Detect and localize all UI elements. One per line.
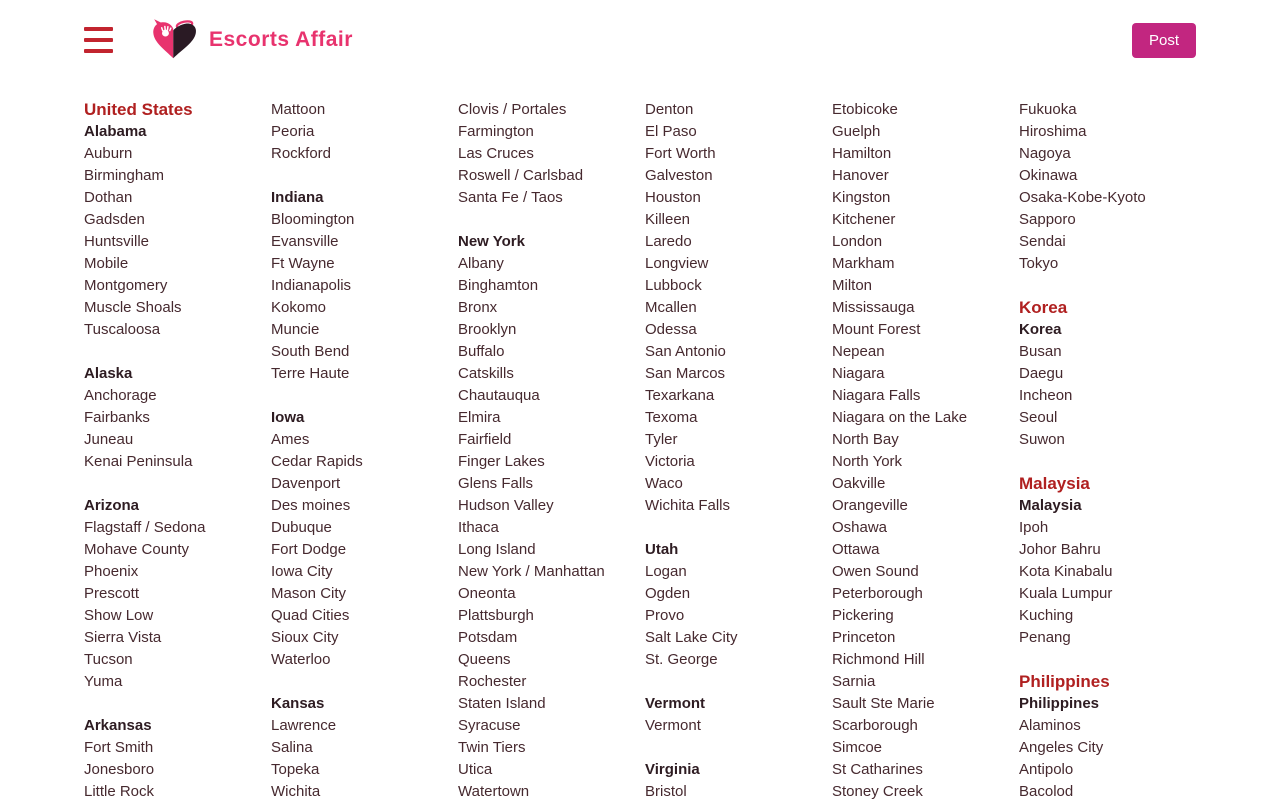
city-link[interactable]: Long Island <box>458 541 536 558</box>
city-link[interactable]: Penang <box>1019 629 1071 646</box>
city-link[interactable]: Daegu <box>1019 365 1064 382</box>
city-link[interactable]: Ithaca <box>458 519 499 536</box>
city-link[interactable]: Syracuse <box>458 717 521 734</box>
city-link[interactable]: Topeka <box>271 761 320 778</box>
city-link[interactable]: Potsdam <box>458 629 518 646</box>
location-block <box>84 715 271 803</box>
city-link[interactable]: Peoria <box>271 123 315 140</box>
city-link[interactable]: Simcoe <box>832 739 883 756</box>
city-link[interactable]: Ipoh <box>1019 519 1049 536</box>
city-link[interactable]: Fort Dodge <box>271 541 347 558</box>
city-link[interactable]: Hudson Valley <box>458 497 554 514</box>
city-link[interactable]: Tucson <box>84 651 133 668</box>
city-link[interactable]: Muscle Shoals <box>84 299 182 316</box>
city-link[interactable]: Sapporo <box>1019 211 1076 228</box>
city-link[interactable]: Richmond Hill <box>832 651 925 668</box>
state-header-link[interactable]: Malaysia <box>1019 497 1082 514</box>
country-header-link[interactable]: Philippines <box>1019 672 1110 691</box>
city-link[interactable]: Cedar Rapids <box>271 453 363 470</box>
directory-column <box>1019 99 1206 803</box>
city-link[interactable]: Oshawa <box>832 519 888 536</box>
city-link[interactable]: Bloomington <box>271 211 355 228</box>
city-link[interactable]: Lawrence <box>271 717 337 734</box>
location-block <box>271 99 458 165</box>
location-block <box>84 495 271 693</box>
city-link[interactable]: Okinawa <box>1019 167 1078 184</box>
city-link[interactable]: Dothan <box>84 189 133 206</box>
directory <box>0 66 1280 803</box>
brand-logo[interactable] <box>149 18 353 62</box>
city-link[interactable]: Houston <box>645 189 701 206</box>
city-link[interactable]: Muncie <box>271 321 320 338</box>
city-link[interactable]: Princeton <box>832 629 896 646</box>
directory-column <box>645 99 832 803</box>
city-link[interactable]: Denton <box>645 101 694 118</box>
city-link[interactable]: Kota Kinabalu <box>1019 563 1113 580</box>
state-header-link[interactable]: Philippines <box>1019 695 1100 712</box>
state-header-link[interactable]: Utah <box>645 541 679 558</box>
location-block <box>1019 473 1206 649</box>
city-link[interactable]: Bacolod <box>1019 783 1074 800</box>
city-link[interactable]: Rockford <box>271 145 332 162</box>
location-block <box>645 539 832 671</box>
city-link[interactable]: Pickering <box>832 607 894 624</box>
brand-name: Escorts Affair <box>209 28 353 51</box>
city-link[interactable]: Juneau <box>84 431 134 448</box>
city-link[interactable]: Catskills <box>458 365 514 382</box>
city-link[interactable]: Vermont <box>645 717 701 734</box>
city-link[interactable]: Santa Fe / Taos <box>458 189 563 206</box>
city-link[interactable]: Oakville <box>832 475 886 492</box>
city-link[interactable]: Provo <box>645 607 685 624</box>
directory-column <box>84 99 271 803</box>
city-link[interactable]: Fort Worth <box>645 145 716 162</box>
city-link[interactable]: Las Cruces <box>458 145 534 162</box>
city-link[interactable]: Busan <box>1019 343 1062 360</box>
city-link[interactable]: Bronx <box>458 299 498 316</box>
city-link[interactable]: Owen Sound <box>832 563 919 580</box>
location-block <box>84 99 271 341</box>
city-link[interactable]: Waterloo <box>271 651 331 668</box>
city-link[interactable]: Buffalo <box>458 343 505 360</box>
location-block <box>645 99 832 517</box>
city-link[interactable]: Iowa City <box>271 563 333 580</box>
location-block <box>271 407 458 671</box>
city-link[interactable]: Davenport <box>271 475 341 492</box>
city-link[interactable]: Angeles City <box>1019 739 1104 756</box>
state-header-link[interactable]: New York <box>458 233 525 250</box>
city-link[interactable]: Yuma <box>84 673 123 690</box>
directory-column <box>458 99 645 803</box>
state-header-link[interactable]: Kansas <box>271 695 325 712</box>
city-link[interactable]: Show Low <box>84 607 154 624</box>
city-link[interactable]: Binghamton <box>458 277 539 294</box>
city-link[interactable]: Mattoon <box>271 101 326 118</box>
city-link[interactable]: Markham <box>832 255 895 272</box>
city-link[interactable]: Scarborough <box>832 717 918 734</box>
hamburger-menu-icon[interactable] <box>84 27 113 53</box>
city-link[interactable]: Texarkana <box>645 387 715 404</box>
city-link[interactable]: Hiroshima <box>1019 123 1087 140</box>
city-link[interactable]: Phoenix <box>84 563 139 580</box>
city-link[interactable]: San Antonio <box>645 343 726 360</box>
city-link[interactable]: Guelph <box>832 123 881 140</box>
city-link[interactable]: Roswell / Carlsbad <box>458 167 584 184</box>
city-link[interactable]: Ames <box>271 431 310 448</box>
location-block <box>1019 297 1206 451</box>
directory-column <box>832 99 1019 803</box>
city-link[interactable]: Sierra Vista <box>84 629 162 646</box>
city-link[interactable]: North Bay <box>832 431 899 448</box>
top-bar <box>0 0 1280 66</box>
location-block <box>458 99 645 209</box>
city-link[interactable]: Birmingham <box>84 167 165 184</box>
city-link[interactable]: Killeen <box>645 211 691 228</box>
city-link[interactable]: Fukuoka <box>1019 101 1077 118</box>
country-header-link[interactable]: United States <box>84 100 193 119</box>
location-block <box>458 231 645 803</box>
city-link[interactable]: Sendai <box>1019 233 1066 250</box>
city-link[interactable]: Lubbock <box>645 277 702 294</box>
city-link[interactable]: Ft Wayne <box>271 255 335 272</box>
city-link[interactable]: Wichita <box>271 783 321 800</box>
city-link[interactable]: Nagoya <box>1019 145 1071 162</box>
city-link[interactable]: Orangeville <box>832 497 908 514</box>
city-link[interactable]: Queens <box>458 651 511 668</box>
city-link[interactable]: Prescott <box>84 585 140 602</box>
location-block <box>1019 671 1206 803</box>
city-link[interactable]: Odessa <box>645 321 697 338</box>
city-link[interactable]: Elmira <box>458 409 501 426</box>
city-link[interactable]: Mason City <box>271 585 347 602</box>
city-link[interactable]: Twin Tiers <box>458 739 526 756</box>
city-link[interactable]: Peterborough <box>832 585 923 602</box>
city-link[interactable]: Salina <box>271 739 313 756</box>
city-link[interactable]: Jonesboro <box>84 761 155 778</box>
city-link[interactable]: Bristol <box>645 783 687 800</box>
heart-logo-icon <box>149 18 201 62</box>
city-link[interactable]: Evansville <box>271 233 339 250</box>
city-link[interactable]: Kuala Lumpur <box>1019 585 1113 602</box>
city-link[interactable]: Terre Haute <box>271 365 350 382</box>
city-link[interactable]: Clovis / Portales <box>458 101 567 118</box>
city-link[interactable]: Mississauga <box>832 299 915 316</box>
location-block <box>271 187 458 385</box>
city-link[interactable]: St. George <box>645 651 718 668</box>
city-link[interactable]: El Paso <box>645 123 697 140</box>
state-header-link[interactable]: Arizona <box>84 497 140 514</box>
state-header-link[interactable]: Alabama <box>84 123 147 140</box>
city-link[interactable]: Mount Forest <box>832 321 921 338</box>
city-link[interactable]: Ottawa <box>832 541 880 558</box>
location-block <box>1019 99 1206 275</box>
city-link[interactable]: Kuching <box>1019 607 1074 624</box>
city-link[interactable]: Milton <box>832 277 873 294</box>
state-header-link[interactable]: Indiana <box>271 189 324 206</box>
city-link[interactable]: Johor Bahru <box>1019 541 1101 558</box>
city-link[interactable]: Alaminos <box>1019 717 1081 734</box>
city-link[interactable]: Stoney Creek <box>832 783 923 800</box>
city-link[interactable]: Quad Cities <box>271 607 350 624</box>
city-link[interactable]: Sioux City <box>271 629 339 646</box>
city-link[interactable]: Flagstaff / Sedona <box>84 519 206 536</box>
city-link[interactable]: Nepean <box>832 343 885 360</box>
state-header-link[interactable]: Vermont <box>645 695 706 712</box>
city-link[interactable]: South Bend <box>271 343 350 360</box>
city-link[interactable]: Victoria <box>645 453 695 470</box>
city-link[interactable]: Ogden <box>645 585 691 602</box>
city-link[interactable]: Hanover <box>832 167 889 184</box>
city-link[interactable]: Tyler <box>645 431 678 448</box>
city-link[interactable]: Waco <box>645 475 683 492</box>
city-link[interactable]: Plattsburgh <box>458 607 534 624</box>
city-link[interactable]: Niagara Falls <box>832 387 921 404</box>
state-header-link[interactable]: Alaska <box>84 365 133 382</box>
directory-column <box>271 99 458 803</box>
city-link[interactable]: Antipolo <box>1019 761 1074 778</box>
city-link[interactable]: Staten Island <box>458 695 546 712</box>
state-header-link[interactable]: Arkansas <box>84 717 152 734</box>
city-link[interactable]: London <box>832 233 883 250</box>
city-link[interactable]: Galveston <box>645 167 713 184</box>
city-link[interactable]: Mcallen <box>645 299 697 316</box>
city-link[interactable]: Little Rock <box>84 783 155 800</box>
city-link[interactable]: Mobile <box>84 255 129 272</box>
city-link[interactable]: Glens Falls <box>458 475 534 492</box>
city-link[interactable]: Montgomery <box>84 277 168 294</box>
city-link[interactable]: Auburn <box>84 145 133 162</box>
city-link[interactable]: Kokomo <box>271 299 327 316</box>
city-link[interactable]: Etobicoke <box>832 101 898 118</box>
city-link[interactable]: St Catharines <box>832 761 923 778</box>
city-link[interactable]: Dubuque <box>271 519 332 536</box>
location-block <box>645 693 832 737</box>
city-link[interactable]: Longview <box>645 255 709 272</box>
city-link[interactable]: Rochester <box>458 673 527 690</box>
city-link[interactable]: Niagara <box>832 365 885 382</box>
post-button[interactable]: Post <box>1132 23 1196 58</box>
country-header-link[interactable]: Malaysia <box>1019 474 1090 493</box>
city-link[interactable]: Des moines <box>271 497 351 514</box>
city-link[interactable]: Huntsville <box>84 233 150 250</box>
city-link[interactable]: Brooklyn <box>458 321 517 338</box>
location-block <box>832 99 1019 803</box>
city-link[interactable]: Sault Ste Marie <box>832 695 935 712</box>
city-link[interactable]: Texoma <box>645 409 698 426</box>
city-link[interactable]: Kitchener <box>832 211 896 228</box>
state-header-link[interactable]: Korea <box>1019 321 1062 338</box>
city-link[interactable]: Oneonta <box>458 585 516 602</box>
location-block <box>271 693 458 803</box>
city-link[interactable]: Gadsden <box>84 211 145 228</box>
city-link[interactable]: Sarnia <box>832 673 876 690</box>
city-link[interactable]: North York <box>832 453 903 470</box>
city-link[interactable]: Niagara on the Lake <box>832 409 968 426</box>
city-link[interactable]: Utica <box>458 761 493 778</box>
city-link[interactable]: Fairbanks <box>84 409 150 426</box>
country-header-link[interactable]: Korea <box>1019 298 1068 317</box>
city-link[interactable]: Incheon <box>1019 387 1073 404</box>
city-link[interactable]: Indianapolis <box>271 277 352 294</box>
city-link[interactable]: Salt Lake City <box>645 629 738 646</box>
location-block <box>84 363 271 473</box>
city-link[interactable]: Kenai Peninsula <box>84 453 193 470</box>
city-link[interactable]: Finger Lakes <box>458 453 545 470</box>
city-link[interactable]: Wichita Falls <box>645 497 731 514</box>
city-link[interactable]: Suwon <box>1019 431 1065 448</box>
city-link[interactable]: Osaka-Kobe-Kyoto <box>1019 189 1146 206</box>
state-header-link[interactable]: Iowa <box>271 409 305 426</box>
city-link[interactable]: Hamilton <box>832 145 892 162</box>
city-link[interactable]: New York / Manhattan <box>458 563 605 580</box>
city-link[interactable]: Farmington <box>458 123 534 140</box>
city-link[interactable]: San Marcos <box>645 365 726 382</box>
city-link[interactable]: Fairfield <box>458 431 512 448</box>
city-link[interactable]: Anchorage <box>84 387 157 404</box>
city-link[interactable]: Fort Smith <box>84 739 154 756</box>
city-link[interactable]: Laredo <box>645 233 692 250</box>
city-link[interactable]: Tokyo <box>1019 255 1059 272</box>
city-link[interactable]: Watertown <box>458 783 530 800</box>
location-block <box>645 759 832 803</box>
city-link[interactable]: Tuscaloosa <box>84 321 161 338</box>
city-link[interactable]: Chautauqua <box>458 387 540 404</box>
city-link[interactable]: Seoul <box>1019 409 1058 426</box>
city-link[interactable]: Mohave County <box>84 541 190 558</box>
state-header-link[interactable]: Virginia <box>645 761 700 778</box>
city-link[interactable]: Logan <box>645 563 687 580</box>
city-link[interactable]: Albany <box>458 255 504 272</box>
city-link[interactable]: Kingston <box>832 189 891 206</box>
